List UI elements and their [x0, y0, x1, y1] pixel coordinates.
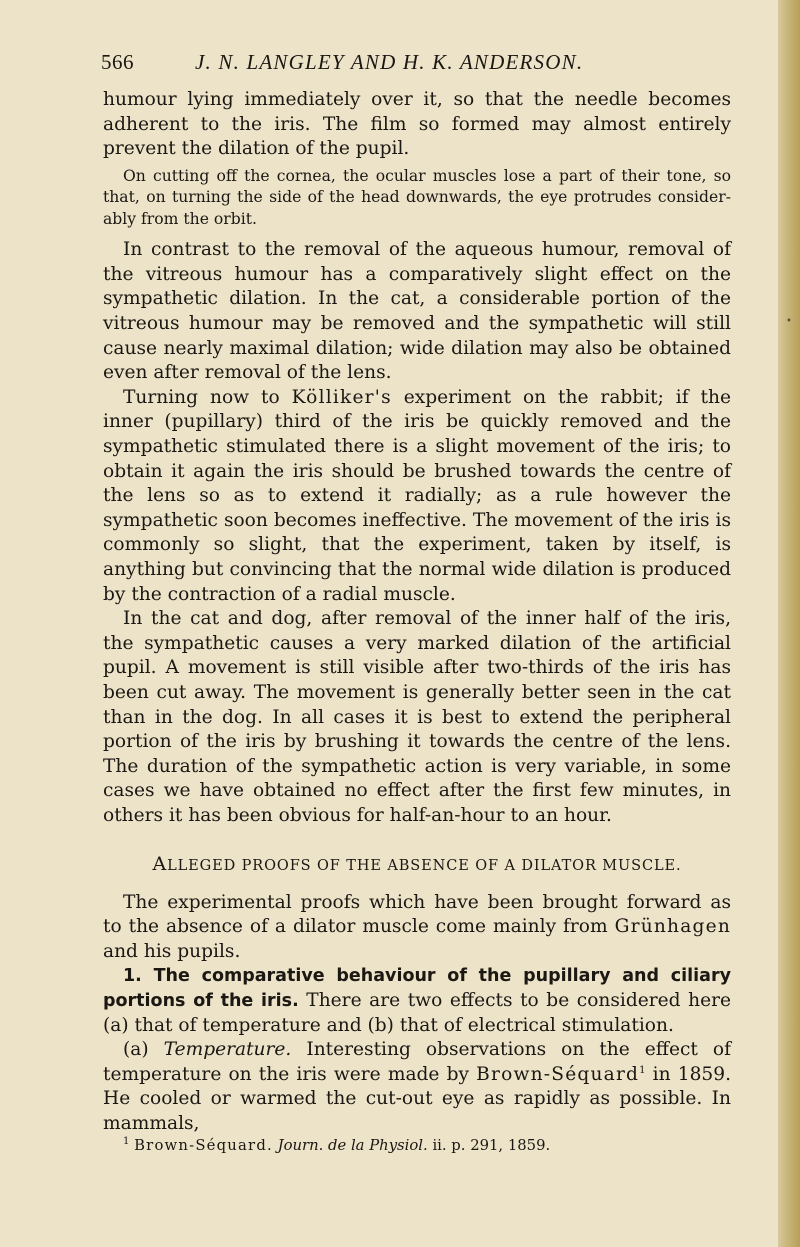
paragraph-7-lead: Interesting observations on the effect of temperature on the iris were made by [103, 1039, 731, 1085]
paragraph-2: In contrast to the removal of the aqueous humour, removal of the vitreous humour has a comparatively slight effect on the sympathetic dilation. In the cat, a considerable portion of the vitreous humour may be removed and the sympathetic will still cause nearly maximal dilation; wide dilation may also be obtained even after removal of the lens. [103, 239, 731, 384]
section-heading [103, 853, 731, 875]
footnote-author: Brown-Séquard. [134, 1137, 273, 1155]
paragraph-7 [103, 1038, 731, 1136]
paragraph-5-rest: and his pupils. [103, 940, 241, 962]
page-number: 566 [101, 50, 134, 74]
footnote-journal: Journ. de la Physiol. [277, 1137, 428, 1155]
paragraph-5 [103, 891, 731, 965]
section-heading-rest: LLEGED PROOFS OF THE ABSENCE OF A DILATOR MUSCLE. [167, 857, 682, 874]
subsection-heading-bold: 1. The comparative behaviour of the pupillary and ciliary portions of the iris. [103, 966, 731, 1011]
footnote-reference[interactable]: 1 [639, 1064, 646, 1076]
paragraph-5-lead: The experimental proofs which have been brought forward as to the absence of a dilator muscle come mainly from [103, 891, 731, 938]
footnote-marker: 1 [123, 1136, 130, 1148]
margin-mark: • [786, 316, 792, 327]
paragraph-7-italic: Temperature. [163, 1039, 292, 1061]
section-heading-initial: A [152, 852, 168, 875]
paragraph-3-lead: Turning now to [123, 386, 292, 408]
footnote-ref: ii. p. 291, 1859. [427, 1137, 551, 1155]
footnote [103, 1136, 731, 1156]
paragraph-7-label: (a) [123, 1039, 164, 1061]
paragraph-7-rest: in 1859. He cooled or warmed the cut-out eye as rapidly as possible. In mammals, [103, 1063, 731, 1134]
paragraph-6 [103, 964, 731, 1038]
page-edge-shadow [778, 0, 800, 1247]
paragraph-3 [103, 386, 731, 607]
paragraph-1: humour lying immediately over it, so that the needle becomes adherent to the iris. The film so formed may almost entirely prevent the dilation of the pupil. [103, 89, 731, 160]
author-name-kolliker: Kölliker's [291, 386, 392, 408]
paragraph-4: In the cat and dog, after removal of the inner half of the iris, the sympathetic causes a very marked dilation of the artificial pupil. A movement is still visible after two-thirds of the iris has been cut away. The movement is generally better seen in the cat than in the dog. In all cases it is best to extend the peripheral portion of the iris by brushing it towards the centre of the lens. The duration of the sympathetic action is very variable, in some cases we have obtained no effect after the first few minutes, in others it has been obvious for half-an-hour to an hour. [103, 608, 731, 826]
page-content [103, 44, 731, 1156]
small-print-note: On cutting off the cornea, the ocular muscles lose a part of their tone, so that, on turning the side of the head downwards, the eye protrudes considerably from the orbit. [103, 166, 731, 228]
running-title: J. N. LANGLEY AND H. K. ANDERSON. [195, 50, 584, 74]
author-name-brown-sequard: Brown-Séquard [476, 1063, 640, 1085]
paragraph-3-rest: experiment on the rabbit; if the inner (pupillary) third of the iris be quickly removed and the sympathetic stimulated there is a slight movement of the iris; to obtain it again the iris should be brushed towards the centre of the lens so as to extend it radially; as a rule however the sympathetic soon becomes ineffective. The movement of the iris is commonly so slight, that the experiment, taken by itself, is anything but convincing that the normal wide dilation is produced by the contraction of a radial muscle. [103, 386, 731, 605]
running-head [103, 44, 731, 88]
paragraph-6-rest: There are two effects to be considered here (a) that of temperature and (b) that of electrical stimulation. [103, 989, 731, 1036]
author-name-grunhagen: Grünhagen [614, 916, 731, 938]
